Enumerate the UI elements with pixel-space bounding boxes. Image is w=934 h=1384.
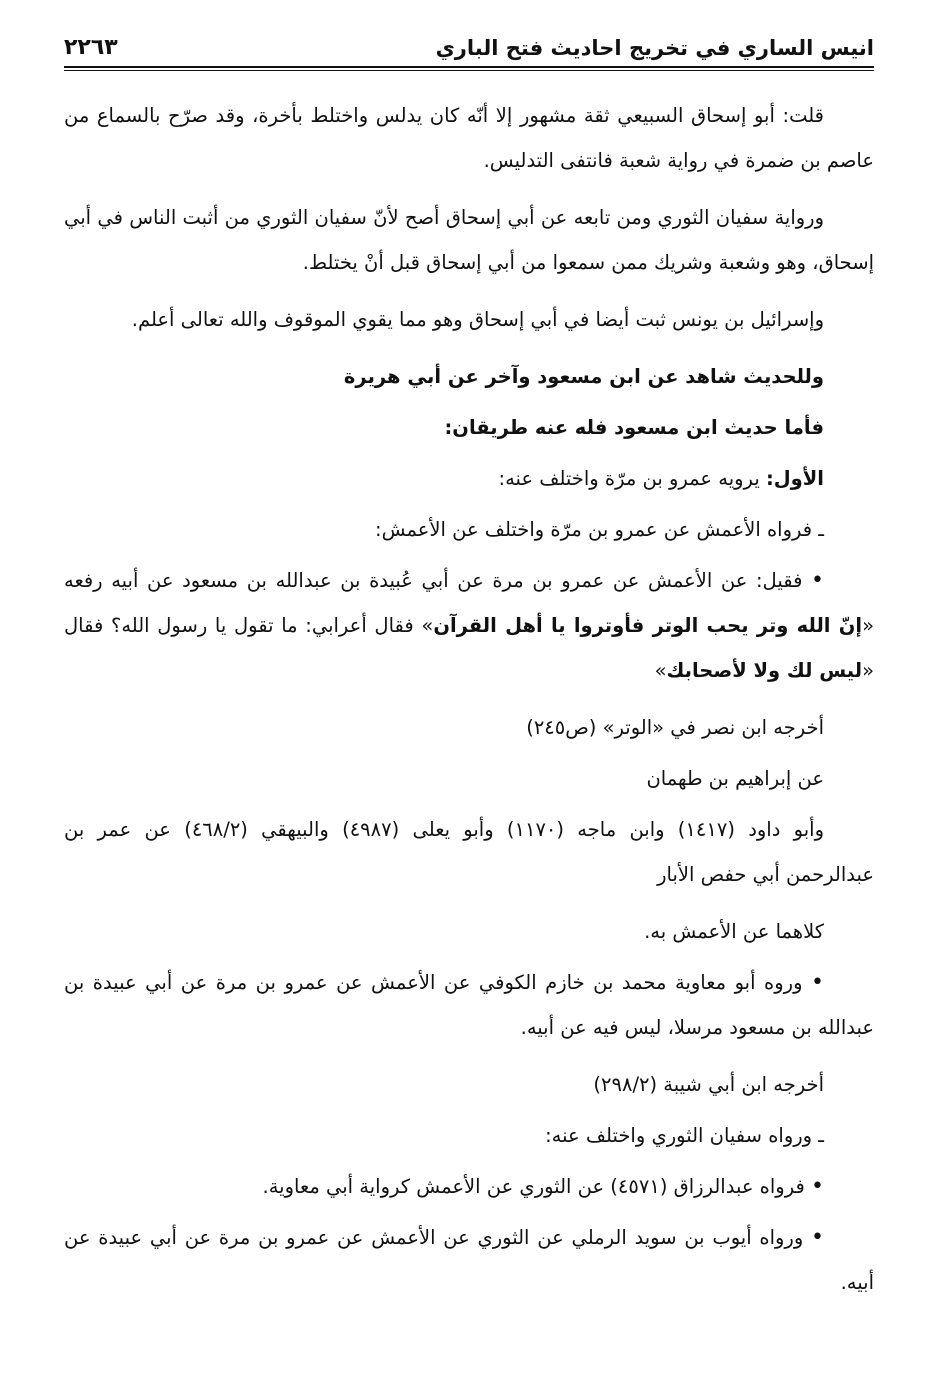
qil-part3: »: [654, 659, 667, 682]
page-body: [64, 93, 874, 1305]
header-rule: [64, 66, 874, 68]
takhrij-line: كلاهما عن الأعمش به.: [644, 920, 824, 943]
paragraph: وإسرائيل بن يونس ثبت أيضا في أبي إسحاق وهو مما يقوي الموقوف والله تعالى أعلم.: [131, 308, 824, 331]
hadith-text: ليس لك ولا لأصحابك: [666, 659, 863, 682]
paragraph: قلت: أبو إسحاق السبيعي ثقة مشهور إلا أنّه كان يدلس واختلط بأخرة، وقد صرّح بالسماع من عاصم بن ضمرة في رواية شعبة فانتفى التدليس.: [64, 104, 874, 172]
paragraph: ـ فرواه الأعمش عن عمرو بن مرّة واختلف عن الأعمش:: [375, 518, 824, 541]
paragraph: ورواية سفيان الثوري ومن تابعه عن أبي إسحاق أصح لأنّ سفيان الثوري من أثبت الناس في أبي إسحاق، وهو وشعبة وشريك ممن سمعوا من أبي إسحاق قبل أنْ يختلط.: [64, 206, 874, 274]
bullet-icon: •: [811, 568, 824, 593]
takhrij-line: عن إبراهيم بن طهمان: [646, 767, 824, 790]
abdurrazzaq-text: فرواه عبدالرزاق (٤٥٧١) عن الثوري عن الأعمش كرواية أبي معاوية.: [262, 1175, 805, 1198]
first-label: الأول:: [765, 467, 824, 490]
ayyub-text: ورواه أيوب بن سويد الرملي عن الثوري عن الأعمش عن عمرو بن مرة عن أبي عبيدة عن أبيه.: [64, 1226, 874, 1294]
qil-part2: » فقال أعرابي: ما تقول يا رسول الله؟ فقال «: [64, 614, 874, 682]
bullet-icon: •: [811, 1174, 824, 1199]
first-text: يرويه عمرو بن مرّة واختلف عنه:: [498, 467, 766, 490]
abu-muawiya-text: وروه أبو معاوية محمد بن خازم الكوفي عن الأعمش عن عمرو بن مرة عن أبي عبيدة بن عبدالله بن مسعود مرسلا، ليس فيه عن أبيه.: [64, 971, 874, 1039]
section-heading: فأما حديث ابن مسعود فله عنه طريقان:: [444, 416, 824, 439]
takhrij-line: وأبو داود (١٤١٧) وابن ماجه (١١٧٠) وأبو يعلى (٤٩٨٧) والبيهقي (٤٦٨/٢) عن عمر بن عبدالرحمن أبي حفص الأبار: [64, 818, 874, 886]
header-rule-thin: [64, 70, 874, 71]
bullet-icon: •: [811, 1225, 825, 1250]
page-number: ٢٢٦٣: [64, 35, 118, 60]
takhrij-line: أخرجه ابن أبي شيبة (٢٩٨/٢): [593, 1073, 824, 1096]
paragraph: [64, 1164, 874, 1209]
bullet-icon: •: [811, 970, 824, 995]
paragraph: [64, 960, 874, 1050]
paragraph: ـ ورواه سفيان الثوري واختلف عنه:: [545, 1124, 824, 1147]
page-header: [64, 30, 874, 60]
book-page: [64, 30, 874, 1317]
paragraph: [64, 1215, 874, 1305]
qil-part1: فقيل: عن الأعمش عن عمرو بن مرة عن أبي عُبيدة بن عبدالله بن مسعود عن أبيه رفعه «: [64, 569, 874, 637]
hadith-text: إنّ الله وتر يحب الوتر فأوتروا يا أهل القرآن: [433, 614, 863, 637]
takhrij-line: أخرجه ابن نصر في «الوتر» (ص٢٤٥): [526, 716, 824, 739]
running-title: انيس الساري في تخريج احاديث فتح الباري: [435, 36, 874, 60]
paragraph: [64, 558, 874, 693]
paragraph: [64, 456, 874, 501]
section-heading: وللحديث شاهد عن ابن مسعود وآخر عن أبي هريرة: [343, 365, 824, 388]
